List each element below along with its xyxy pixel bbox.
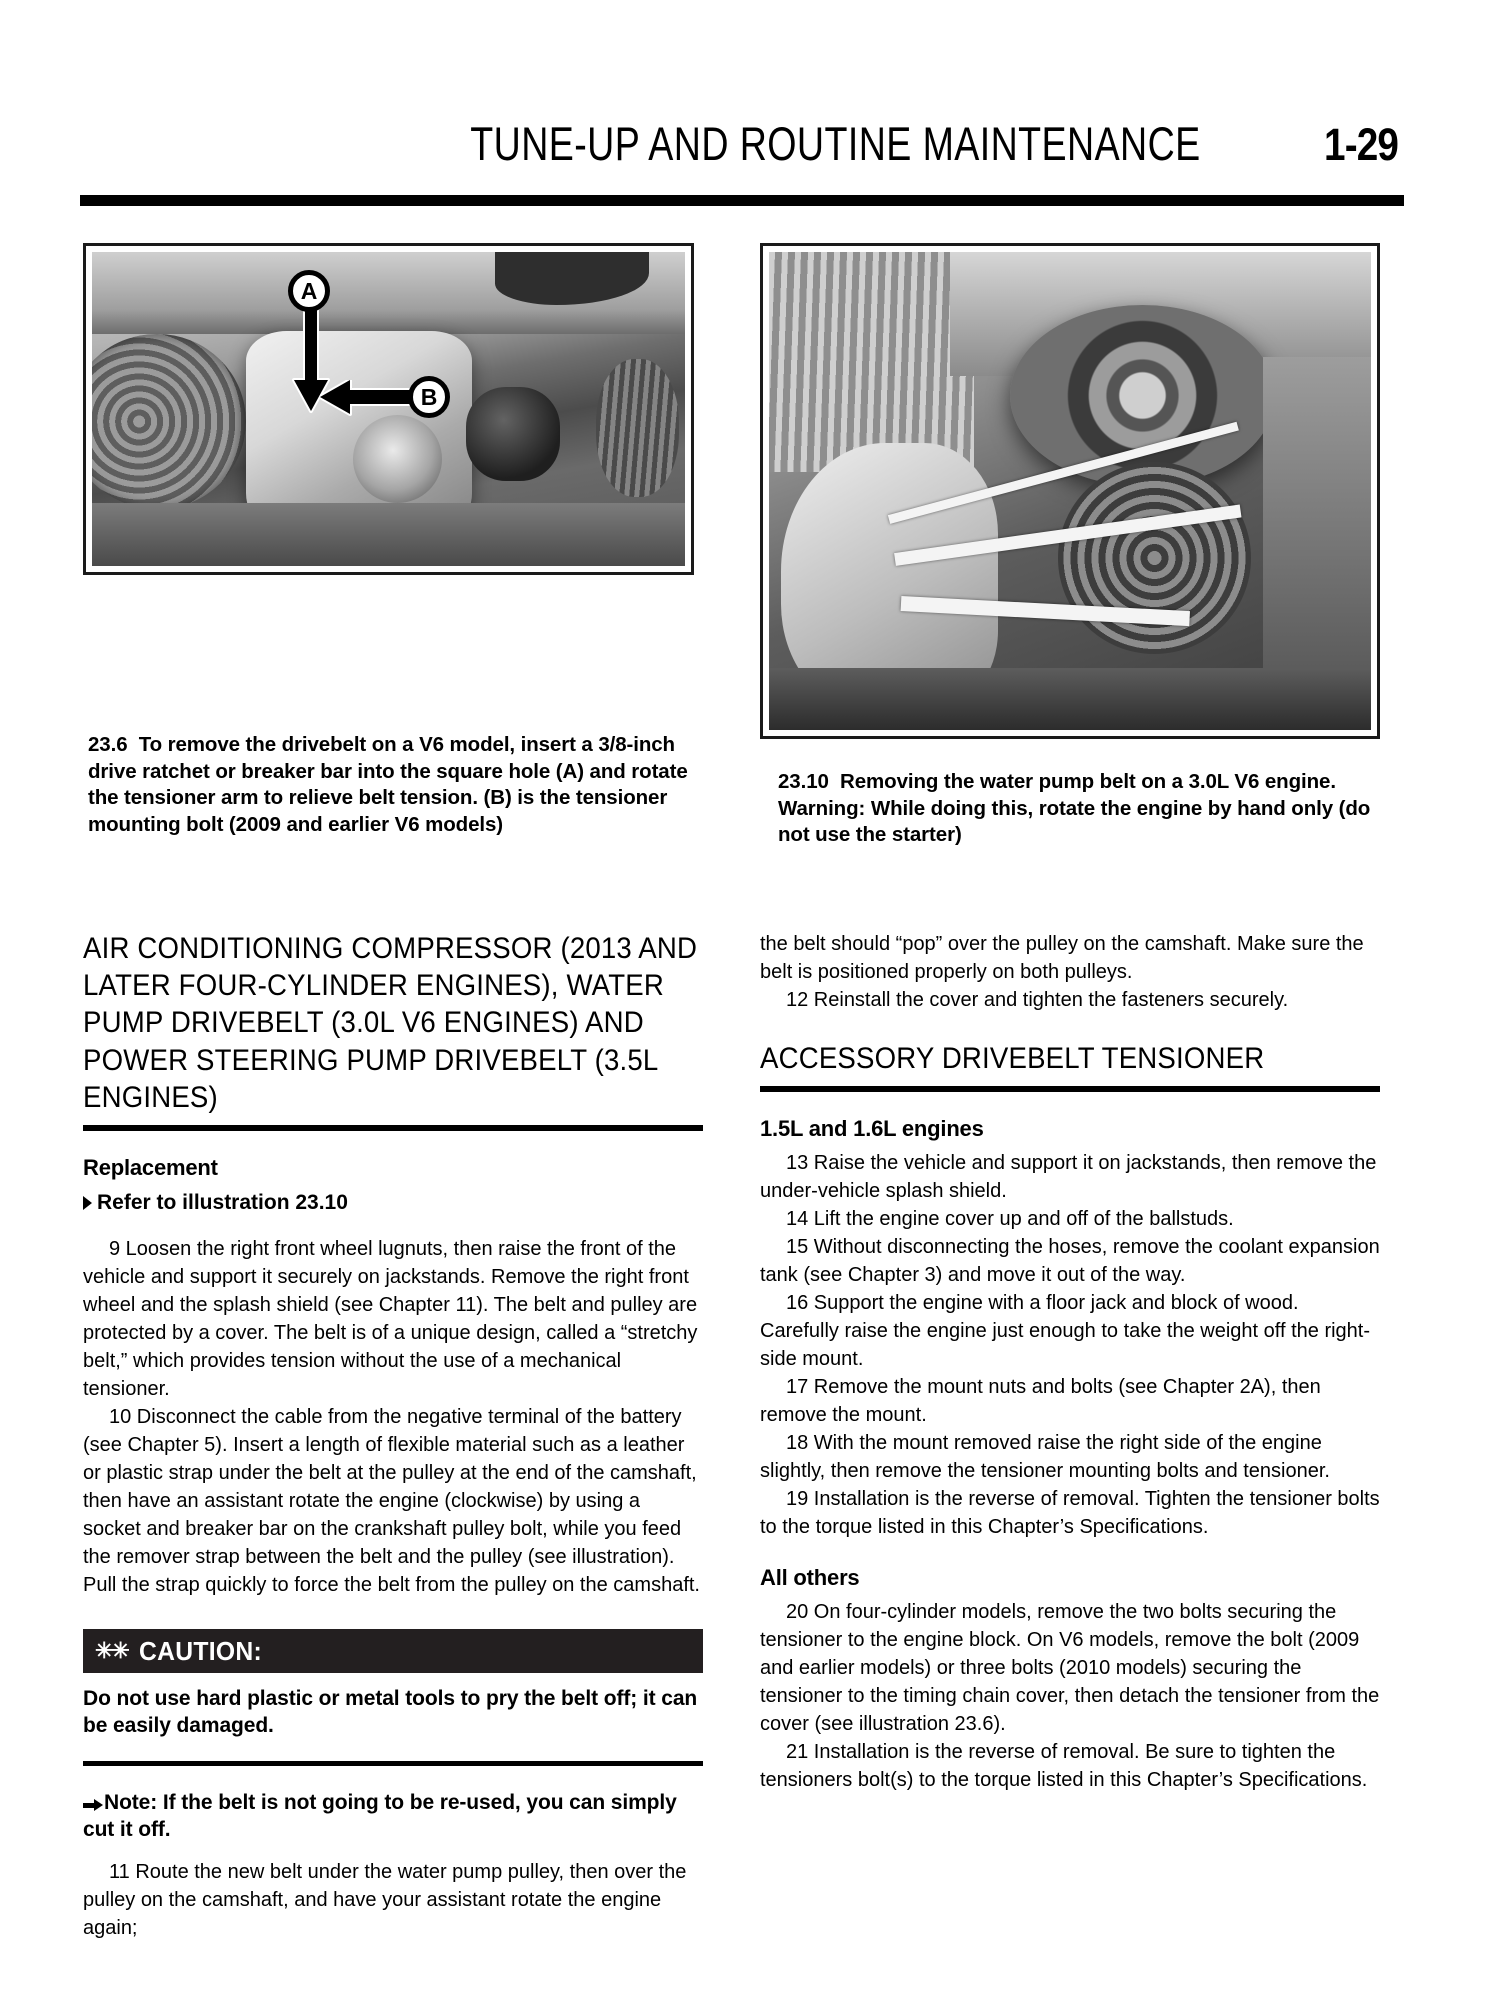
- page-number: 1-29: [1323, 119, 1398, 170]
- spacer: [760, 1014, 1380, 1040]
- paragraph-19: 19 Installation is the reverse of removal. Tighten the tensioner bolts to the torque listed in this Chapter’s Specifications.: [760, 1487, 1380, 1538]
- note-text: Note: If the belt is not going to be re-used, you can simply cut it off.: [83, 1791, 677, 1841]
- subheading-15l-16l-engines: 1.5L and 1.6L engines: [760, 1116, 984, 1142]
- callout-marker-b: B: [408, 376, 450, 418]
- section-heading-rule-right: [760, 1086, 1380, 1092]
- pointer-triangle-icon: [83, 1196, 92, 1210]
- paragraph-17: 17 Remove the mount nuts and bolts (see Chapter 2A), then remove the mount.: [760, 1375, 1321, 1426]
- figure-23-10-caption: [778, 769, 1378, 849]
- photo-detail-right-pulley: [596, 359, 679, 497]
- snowflake-icon: ✳✳: [95, 1638, 128, 1664]
- photo-detail-ribbed-pulley: [92, 334, 246, 510]
- paragraph-14: 14 Lift the engine cover up and off of the ballstuds.: [786, 1207, 1234, 1230]
- page-title: TUNE-UP AND ROUTINE MAINTENANCE: [470, 117, 1201, 170]
- photo-detail-radiator-fins: [769, 252, 974, 472]
- figure-23-6-photo: [92, 252, 685, 566]
- paragraph-11: 11 Route the new belt under the water pump pulley, then over the pulley on the camshaft, and have your assistant rotate the engine again;: [83, 1860, 687, 1939]
- caution-block: [83, 1629, 703, 1766]
- paragraph-9: 9 Loosen the right front wheel lugnuts, then raise the front of the vehicle and support it securely on jackstands. Remove the right front wheel and the splash shield (see Chapter 11). The belt and pulley are protected by a cover. The belt is of a unique design, called a “stretchy belt,” which provides tension without the use of a mechanical tensioner.: [83, 1238, 698, 1401]
- section-heading-rule: [83, 1125, 703, 1131]
- figure-23-6-caption-number: 23.6: [88, 733, 128, 756]
- paragraph-16: 16 Support the engine with a floor jack and block of wood. Carefully raise the engine just enough to take the weight off the right-side mount.: [760, 1291, 1371, 1370]
- caution-divider: [83, 1761, 703, 1766]
- subheading-all-others: All others: [760, 1564, 860, 1590]
- paragraph-10: 10 Disconnect the cable from the negative terminal of the battery (see Chapter 5). Insert a length of flexible material such as a leather or plastic strap under the belt at the pulley at the end of the camshaft, then have an assistant rotate the engine (clockwise) by using a socket and breaker bar on the crankshaft pulley bolt, while you feed the remover strap between the belt and the pulley (see illustration). Pull the strap quickly to force the belt from the pulley on the camshaft.: [83, 1406, 700, 1597]
- photo-detail-mounting-bolt: [466, 387, 561, 481]
- photo-detail-tensioner-hub: [353, 415, 442, 503]
- photo-detail-camshaft-pulley: [1010, 305, 1275, 487]
- paragraph-13: 13 Raise the vehicle and support it on jackstands, then remove the under-vehicle splash shield.: [760, 1151, 1377, 1202]
- figure-23-6-caption-text: To remove the drivebelt on a V6 model, insert a 3/8-inch drive ratchet or breaker bar into the square hole (A) and rotate the tensioner arm to relieve belt tension. (B) is the tensioner mounting bolt (2009 and earlier V6 models): [88, 733, 688, 836]
- photo-detail-lower-shadow: [92, 503, 685, 566]
- refer-to-illustration: [83, 1188, 703, 1217]
- left-text-column: [83, 930, 703, 1942]
- paragraph-11-continued: the belt should “pop” over the pulley on the camshaft. Make sure the belt is positioned properly on both pulleys.: [760, 933, 1364, 983]
- section-heading-ac-compressor: AIR CONDITIONING COMPRESSOR (2013 AND LATER FOUR-CYLINDER ENGINES), WATER PUMP DRIVEBELT (3.0L V6 ENGINES) AND POWER STEERING PUMP DRIVEBELT (3.5L ENGINES): [83, 932, 698, 1114]
- paragraph-12: 12 Reinstall the cover and tighten the fasteners securely.: [786, 989, 1289, 1011]
- subheading-replacement: Replacement: [83, 1154, 218, 1180]
- paragraph-15: 15 Without disconnecting the hoses, remove the coolant expansion tank (see Chapter 3) and move it out of the way.: [760, 1235, 1380, 1286]
- paragraph-20: 20 On four-cylinder models, remove the two bolts securing the tensioner to the engine block. On V6 models, remove the bolt (2009 and earlier models) or three bolts (2010 models) securing the tensioner to the timing chain cover, then detach the tensioner from the cover (see illustration 23.6).: [760, 1600, 1380, 1735]
- callout-marker-a: A: [288, 270, 330, 312]
- paragraph-21: 21 Installation is the reverse of removal. Be sure to tighten the tensioners bolt(s) to the torque listed in this Chapter’s Specifications.: [760, 1740, 1368, 1791]
- callout-arrow-b: [320, 380, 416, 424]
- header-divider: [80, 195, 1404, 204]
- page-header: [0, 117, 1404, 170]
- section-heading-accessory-tensioner: ACCESSORY DRIVEBELT TENSIONER: [760, 1042, 1265, 1075]
- figure-23-10-caption-number: 23.10: [778, 770, 829, 793]
- note-block: [83, 1790, 703, 1844]
- figure-23-10-photo: [769, 252, 1371, 730]
- photo-detail-water-pump-pulley: [1058, 462, 1251, 653]
- figure-23-10-caption-text: Removing the water pump belt on a 3.0L V6 engine. Warning: While doing this, rotate the engine by hand only (do not use the starter): [778, 770, 1371, 847]
- photo-detail-bottom-shadow: [769, 668, 1371, 730]
- figure-23-6: [83, 243, 694, 575]
- figure-23-10: [760, 243, 1380, 739]
- caution-bar: [83, 1629, 703, 1673]
- caution-text: Do not use hard plastic or metal tools to pry the belt off; it can be easily damaged.: [83, 1687, 698, 1737]
- right-arrow-icon: [83, 1799, 103, 1810]
- paragraph-18: 18 With the mount removed raise the right side of the engine slightly, then remove the tensioner mounting bolts and tensioner.: [760, 1431, 1330, 1482]
- refer-to-illustration-text: Refer to illustration 23.10: [97, 1190, 348, 1214]
- spacer: [83, 1844, 703, 1858]
- figure-23-6-caption: [88, 732, 688, 839]
- caution-label: CAUTION:: [138, 1635, 262, 1666]
- right-text-column: [760, 930, 1380, 1794]
